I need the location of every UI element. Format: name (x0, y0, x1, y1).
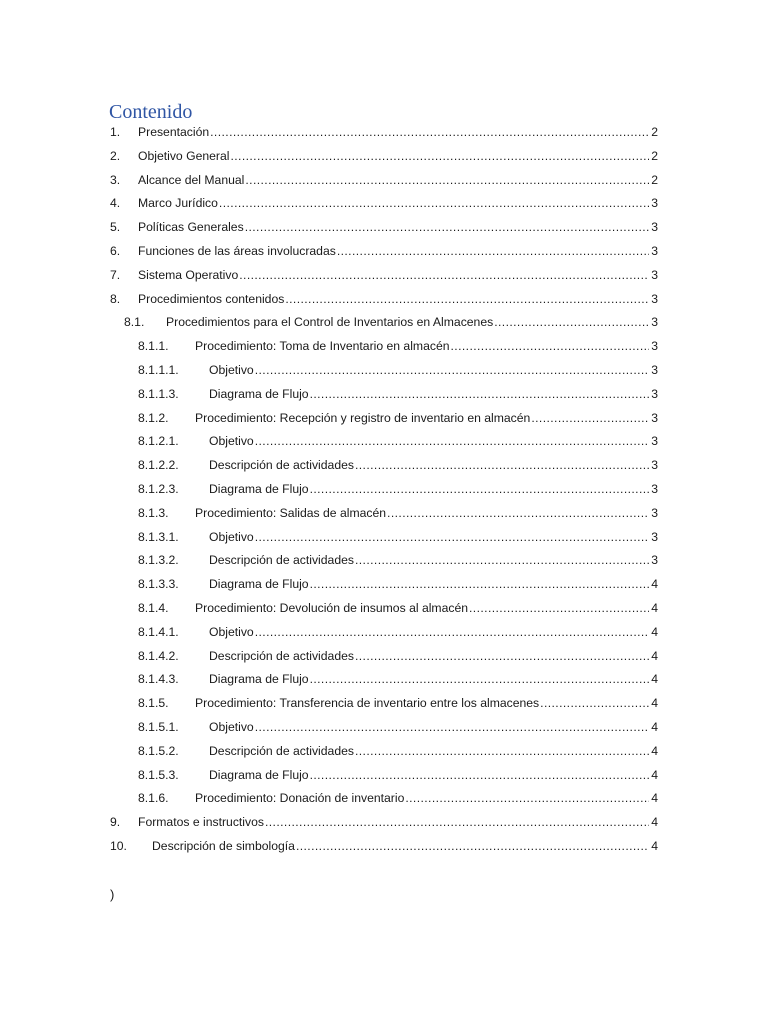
toc-entry[interactable] (0, 716, 768, 740)
toc-dot-leader (255, 359, 649, 383)
toc-entry-page-number: 4 (651, 648, 658, 663)
toc-entry-number: 8.1.1.1. (138, 362, 179, 377)
toc-entry-page-number: 4 (651, 696, 658, 711)
toc-entry-number: 8.1.2.2. (138, 458, 179, 473)
toc-entry-number: 8.1. (124, 315, 145, 330)
toc-entry-number: 8.1.2.1. (138, 434, 179, 449)
toc-dot-leader (469, 597, 649, 621)
toc-entry-label: Marco Jurídico (138, 196, 218, 211)
toc-entry-label: Descripción de simbología (152, 838, 295, 853)
toc-entry-label: Diagrama de Flujo (209, 767, 309, 782)
toc-entry-page-number: 3 (651, 410, 658, 425)
toc-entry-label: Procedimiento: Salidas de almacén (195, 505, 387, 520)
toc-dot-leader (355, 645, 649, 669)
toc-entry-number: 1. (110, 125, 121, 139)
toc-dot-leader (531, 407, 649, 431)
toc-entry-label: Objetivo General (138, 148, 230, 163)
toc-entry-page-number: 4 (651, 815, 658, 830)
toc-entry-number: 8.1.3.1. (138, 529, 179, 544)
toc-dot-leader (310, 764, 649, 788)
toc-entry-label: Objetivo (209, 434, 254, 449)
toc-entry[interactable] (0, 121, 768, 145)
toc-entry[interactable] (0, 811, 768, 835)
toc-entry-label: Presentación (138, 125, 210, 139)
toc-dot-leader (245, 216, 649, 240)
toc-entry-page-number: 3 (651, 362, 658, 377)
toc-entry-page-number: 4 (651, 743, 658, 758)
toc-entry[interactable] (0, 573, 768, 597)
toc-entry[interactable] (0, 787, 768, 811)
toc-entry-label: Objetivo (209, 624, 254, 639)
toc-dot-leader (245, 169, 649, 193)
toc-entry-number: 8.1.4.2. (138, 648, 179, 663)
toc-entry[interactable] (0, 335, 768, 359)
toc-dot-leader (540, 692, 649, 716)
toc-entry-label: Alcance del Manual (138, 172, 245, 187)
toc-entry[interactable] (0, 192, 768, 216)
toc-entry-page-number: 3 (651, 553, 658, 568)
toc-entry-number: 8.1.5. (138, 696, 169, 711)
toc-dot-leader (255, 526, 649, 550)
toc-entry-page-number: 4 (651, 672, 658, 687)
toc-dot-leader (451, 335, 649, 359)
toc-dot-leader (494, 311, 649, 335)
toc-entry-label: Procedimiento: Transferencia de inventario entre los almacenes (195, 696, 540, 711)
toc-entry-number: 8. (110, 291, 121, 306)
toc-entry-number: 8.1.4.1. (138, 624, 179, 639)
toc-entry[interactable] (0, 311, 768, 335)
toc-entry-page-number: 3 (651, 505, 658, 520)
toc-entry-number: 6. (110, 243, 121, 258)
toc-entry[interactable] (0, 526, 768, 550)
toc-entry-label: Sistema Operativo (138, 267, 239, 282)
toc-entry-label: Procedimiento: Donación de inventario (195, 791, 405, 806)
toc-entry[interactable] (0, 835, 768, 859)
toc-entry-label: Procedimientos contenidos (138, 291, 285, 306)
toc-dot-leader (355, 740, 649, 764)
toc-entry-label: Procedimiento: Recepción y registro de inventario en almacén (195, 410, 531, 425)
toc-entry-number: 8.1.1.3. (138, 386, 179, 401)
toc-entry-number: 8.1.3.2. (138, 553, 179, 568)
toc-entry-label: Descripción de actividades (209, 743, 354, 758)
toc-entry[interactable] (0, 240, 768, 264)
toc-entry-page-number: 4 (651, 577, 658, 592)
toc-entry-label: Objetivo (209, 529, 254, 544)
toc-dot-leader (296, 835, 649, 859)
toc-entry-number: 4. (110, 196, 121, 211)
toc-entry-number: 5. (110, 220, 121, 235)
toc-dot-leader (265, 811, 649, 835)
toc-entry[interactable] (0, 597, 768, 621)
toc-entry-page-number: 3 (651, 481, 658, 496)
toc-dot-leader (310, 383, 649, 407)
toc-entry-label: Diagrama de Flujo (209, 577, 309, 592)
toc-entry[interactable] (0, 288, 768, 312)
toc-entry-label: Formatos e instructivos (138, 815, 264, 830)
toc-entry-page-number: 4 (651, 624, 658, 639)
toc-entry-page-number: 4 (651, 767, 658, 782)
toc-entry-page-number: 3 (651, 267, 658, 282)
toc-dot-leader (310, 668, 649, 692)
toc-entry-label: Descripción de actividades (209, 648, 354, 663)
toc-dot-leader (310, 573, 649, 597)
toc-entry[interactable] (0, 145, 768, 169)
toc-entry[interactable] (0, 692, 768, 716)
toc-entry[interactable] (0, 740, 768, 764)
toc-entry-page-number: 4 (651, 791, 658, 806)
toc-entry-page-number: 3 (651, 196, 658, 211)
toc-entry-number: 3. (110, 172, 121, 187)
toc-entry-page-number: 4 (651, 838, 658, 853)
toc-dot-leader (255, 716, 649, 740)
toc-entry-number: 8.1.5.1. (138, 719, 179, 734)
toc-dot-leader (405, 787, 649, 811)
toc-dot-leader (219, 192, 649, 216)
toc-entry-label: Políticas Generales (138, 220, 244, 235)
toc-entry-page-number: 3 (651, 529, 658, 544)
toc-entry[interactable] (0, 216, 768, 240)
toc-entry[interactable] (0, 478, 768, 502)
toc-entry-page-number: 4 (651, 719, 658, 734)
toc-entry[interactable] (0, 621, 768, 645)
toc-entry-page-number: 3 (651, 339, 658, 354)
toc-entry-number: 9. (110, 815, 121, 830)
toc-dot-leader (255, 621, 649, 645)
toc-dot-leader (355, 454, 649, 478)
toc-entry-number: 8.1.3.3. (138, 577, 179, 592)
toc-dot-leader (230, 145, 649, 169)
toc-entry[interactable] (0, 383, 768, 407)
toc-entry-label: Objetivo (209, 719, 254, 734)
toc-dot-leader (387, 502, 649, 526)
toc-entry-number: 7. (110, 267, 121, 282)
toc-entry[interactable] (0, 264, 768, 288)
toc-entry-label: Procedimientos para el Control de Inventarios en Almacenes (166, 315, 494, 330)
toc-entry-label: Diagrama de Flujo (209, 481, 309, 496)
toc-entry[interactable] (0, 549, 768, 573)
toc-entry-label: Descripción de actividades (209, 553, 354, 568)
toc-entry-label: Objetivo (209, 362, 254, 377)
toc-entry-number: 10. (110, 838, 127, 853)
toc-entry-page-number: 3 (651, 386, 658, 401)
toc-entry-number: 8.1.2.3. (138, 481, 179, 496)
toc-entry-page-number: 3 (651, 434, 658, 449)
toc-dot-leader (285, 288, 649, 312)
toc-entry-page-number: 3 (651, 220, 658, 235)
toc-entry-number: 8.1.2. (138, 410, 169, 425)
toc-entry-number: 8.1.1. (138, 339, 169, 354)
toc-entry[interactable] (0, 359, 768, 383)
trailing-character: ) (110, 887, 115, 902)
toc-entry-number: 8.1.5.3. (138, 767, 179, 782)
toc-entry-label: Funciones de las áreas involucradas (138, 243, 336, 258)
toc-entry[interactable] (0, 407, 768, 431)
toc-entry-number: 8.1.4.3. (138, 672, 179, 687)
toc-entry-number: 2. (110, 148, 121, 163)
toc-dot-leader (337, 240, 649, 264)
toc-entry-page-number: 2 (651, 125, 658, 139)
toc-entry[interactable] (0, 169, 768, 193)
toc-entry-number: 8.1.4. (138, 600, 169, 615)
toc-entry-page-number: 2 (651, 172, 658, 187)
toc-dot-leader (210, 121, 649, 145)
toc-entry-number: 8.1.3. (138, 505, 169, 520)
toc-entry[interactable] (0, 645, 768, 669)
toc-title: Contenido (109, 101, 193, 123)
toc-entry[interactable] (0, 668, 768, 692)
toc-dot-leader (355, 549, 649, 573)
toc-entry-label: Procedimiento: Toma de Inventario en almacén (195, 339, 450, 354)
toc-entry-page-number: 3 (651, 458, 658, 473)
toc-entry-label: Procedimiento: Devolución de insumos al almacén (195, 600, 469, 615)
toc-entry-label: Descripción de actividades (209, 458, 354, 473)
toc-entry-page-number: 3 (651, 315, 658, 330)
toc-entry-label: Diagrama de Flujo (209, 672, 309, 687)
toc-entry[interactable] (0, 454, 768, 478)
toc-entry[interactable] (0, 764, 768, 788)
toc-dot-leader (255, 430, 649, 454)
toc-entry-page-number: 4 (651, 600, 658, 615)
toc-dot-leader (310, 478, 649, 502)
toc-entry[interactable] (0, 502, 768, 526)
toc-entry-label: Diagrama de Flujo (209, 386, 309, 401)
toc-entry-page-number: 2 (651, 148, 658, 163)
toc-entry-number: 8.1.5.2. (138, 743, 179, 758)
table-of-contents (0, 121, 768, 859)
toc-entry[interactable] (0, 430, 768, 454)
toc-entry-page-number: 3 (651, 243, 658, 258)
toc-dot-leader (239, 264, 649, 288)
toc-entry-number: 8.1.6. (138, 791, 169, 806)
toc-entry-page-number: 3 (651, 291, 658, 306)
